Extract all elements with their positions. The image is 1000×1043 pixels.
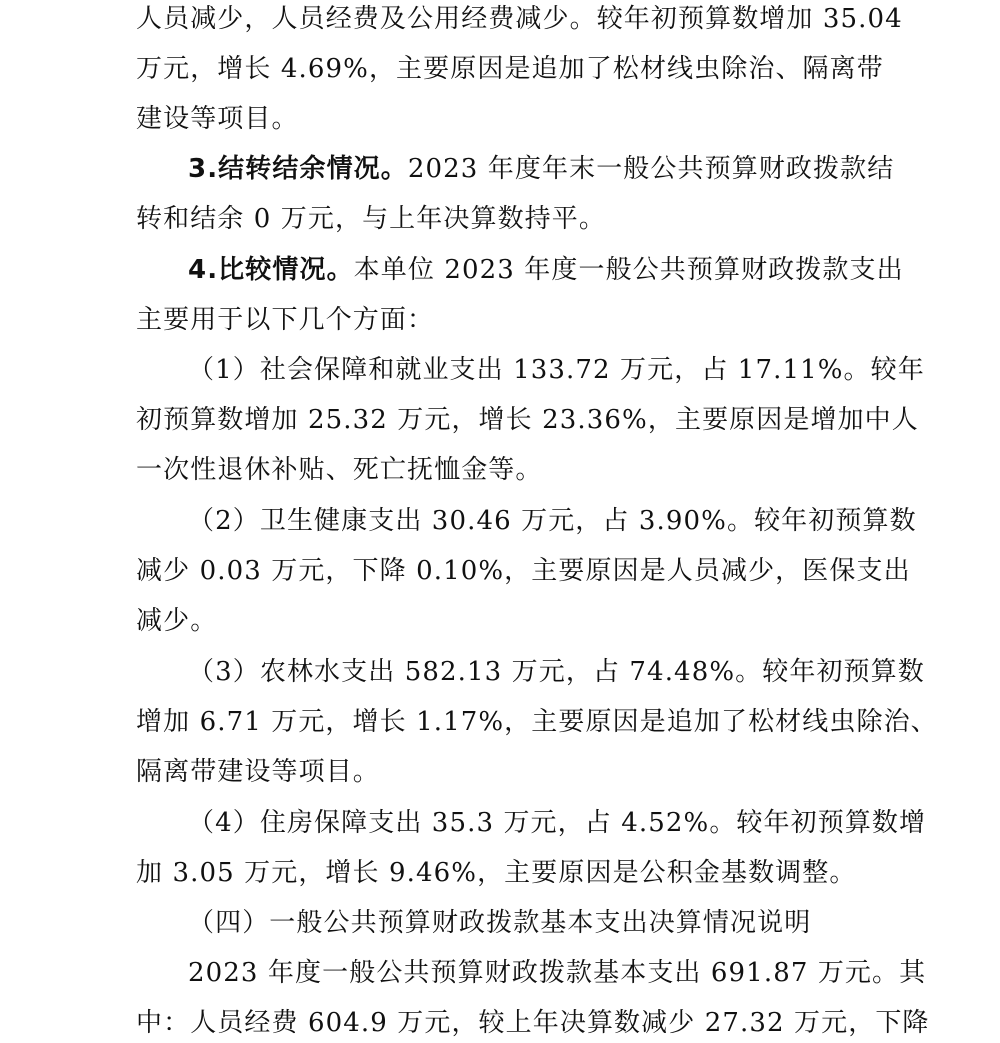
paragraph-comparison <box>188 253 904 287</box>
heading-comparison: 4.比较情况。 <box>188 255 354 285</box>
heading-carryover: 3.结转结余情况。 <box>188 154 408 184</box>
text-line-9: 初预算数增加 25.32 万元，增长 23.36%，主要原因是增加中人 <box>136 405 919 435</box>
text-line-13: 减少。 <box>136 606 218 636</box>
section-heading: （四）一般公共预算财政拨款基本支出决算情况说明 <box>188 908 812 938</box>
text-line-1: 人员减少，人员经费及公用经费减少。较年初预算数增加 35.04 <box>136 4 903 34</box>
text-line-21: 中：人员经费 604.9 万元，较上年决算数减少 27.32 万元，下降 <box>136 1008 930 1038</box>
text-line-15: 增加 6.71 万元，增长 1.17%，主要原因是追加了松材线虫除治、 <box>136 707 938 737</box>
text-line-10: 一次性退休补贴、死亡抚恤金等。 <box>136 455 543 485</box>
text-line-8: （1）社会保障和就业支出 133.72 万元，占 17.11%。较年 <box>188 355 925 385</box>
comparison-text: 本单位 2023 年度一般公共预算财政拨款支出 <box>353 255 904 285</box>
carryover-text: 2023 年度年末一般公共预算财政拨款结 <box>407 154 895 184</box>
paragraph-carryover <box>188 152 894 186</box>
text-line-12: 减少 0.03 万元，下降 0.10%，主要原因是人员减少，医保支出 <box>136 556 911 586</box>
text-line-18: 加 3.05 万元，增长 9.46%，主要原因是公积金基数调整。 <box>136 858 857 888</box>
text-line-14: （3）农林水支出 582.13 万元，占 74.48%。较年初预算数 <box>188 657 925 687</box>
text-line-3: 建设等项目。 <box>136 104 299 134</box>
text-line-7: 主要用于以下几个方面： <box>136 305 435 335</box>
text-line-2: 万元，增长 4.69%，主要原因是追加了松材线虫除治、隔离带 <box>136 54 884 84</box>
text-line-11: （2）卫生健康支出 30.46 万元，占 3.90%。较年初预算数 <box>188 506 917 536</box>
text-line-17: （4）住房保障支出 35.3 万元，占 4.52%。较年初预算数增 <box>188 808 927 838</box>
text-line-20: 2023 年度一般公共预算财政拨款基本支出 691.87 万元。其 <box>188 958 927 988</box>
text-line-5: 转和结余 0 万元，与上年决算数持平。 <box>136 204 606 234</box>
text-line-16: 隔离带建设等项目。 <box>136 757 380 787</box>
